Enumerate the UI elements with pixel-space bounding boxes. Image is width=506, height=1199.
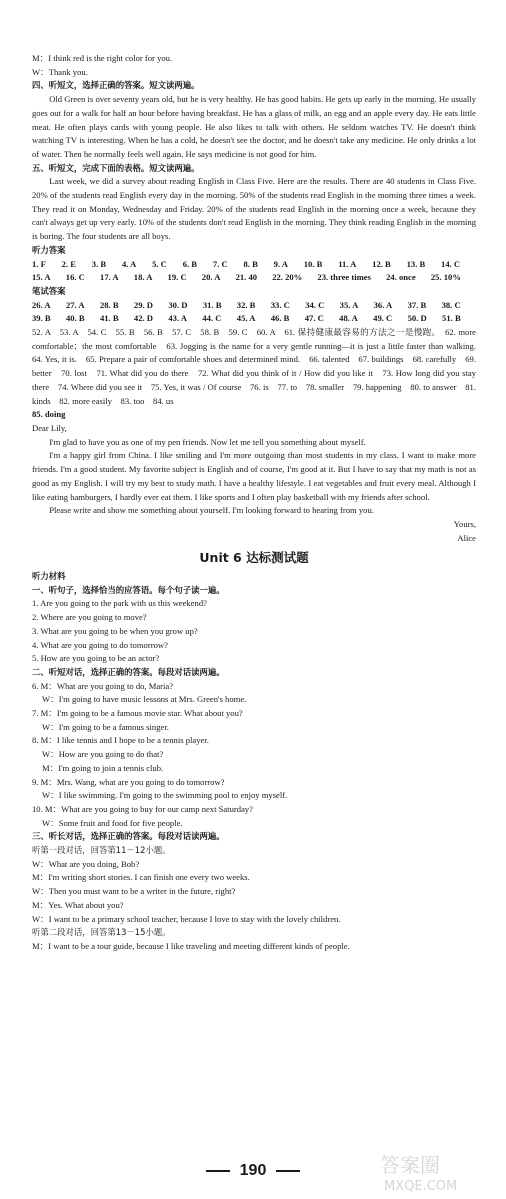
- answer-item: 32. B: [236, 299, 256, 310]
- answer-item: 44. C: [202, 313, 222, 324]
- answer-item: 31. B: [202, 299, 222, 310]
- answer-row: [32, 312, 476, 326]
- sentence-item: 2. Where are you going to move?: [32, 612, 147, 623]
- answer-item: 3. B: [91, 258, 107, 269]
- answer-row: [32, 258, 476, 272]
- dialog-line: W：I want to be a primary school teacher, because I love to stay with the lovely children.: [32, 913, 341, 924]
- watermark-text-url: MXQE.COM: [384, 1179, 458, 1194]
- dialog-line: W：Thank you.: [32, 66, 88, 77]
- answer-item: 8. B: [243, 258, 258, 269]
- answer-item: 38. C: [441, 299, 461, 310]
- materials-heading: 听力材料: [32, 571, 66, 582]
- answer-item: 6. B: [182, 258, 198, 269]
- answer-item: 49. C: [373, 313, 393, 324]
- dialog-instruction: 听第一段对话，回答第11－12小题。: [32, 845, 171, 856]
- letter-paragraph: I'm a happy girl from China. I like smiling and I'm more outgoing than most students in my class. I want to make more friends. I'm a good student. My favorite subject is English and of course, I'm good at it. But I have to say that my math is not as good as my English. I will try my best to study math. I have a healthy lifestyle. I eat vegetables and fruit every meal. Although I like eating hamburgers, I hardly ever eat them. I like sports and I often play basketball with my friends after school.: [32, 450, 476, 502]
- answer-row: [32, 271, 476, 285]
- answer-item: 21. 40: [235, 272, 258, 283]
- answer-item: 33. C: [270, 299, 290, 310]
- dialog-line: 9. M：Mrs. Wang, what are you going to do tomorrow?: [32, 776, 225, 787]
- answer-item: 28. B: [99, 299, 119, 310]
- section-heading: 四、听短文，选择正确的答案。短文读两遍。: [32, 80, 200, 91]
- answer-item: 20. A: [201, 272, 221, 283]
- section-heading: 二、听短对话，选择正确的答案。每段对话读两遍。: [32, 666, 225, 677]
- written-answers-text: 52. A 53. A 54. C 55. B 56. B 57. C 58. B 59. C 60. A 61. 保持健康最容易的方法之一是慢跑。 62. more comfortable；the most comfortable 63. Jogging is the name for a very gentle running—it is just a little faster than walking. 64. Yes, it is. 65. Prepare a pair of comfortable shoes and determined mind. 66. talented 67. buildings 68. carefully 69. better 70. lost 71. What did you do there 72. What did you think of it / How did you like it 73. How long did you stay there 74. Where did you see it 75. Yes, it was / Of course 76. is 77. to 78. smaller 79. happening 80. to answer 81. kinds 82. more easily 83. too 84. us: [32, 327, 485, 406]
- page-number-text: 190: [239, 1162, 267, 1179]
- answer-item: 29. D: [133, 299, 154, 310]
- answer-item: 16. C: [65, 272, 85, 283]
- dialog-line: W：I'm going to be a famous singer.: [42, 721, 169, 732]
- answer-item: 27. A: [65, 299, 85, 310]
- dialog-line: M：I'm going to join a tennis club.: [42, 762, 164, 773]
- listening-answers-heading: 听力答案: [32, 244, 66, 255]
- answer-item: 5. C: [152, 258, 167, 269]
- dialog-line: M：I want to be a tour guide, because I like traveling and meeting different kinds of people.: [32, 941, 350, 951]
- answer-item: 22. 20%: [272, 272, 303, 283]
- letter-greeting: Dear Lily,: [32, 422, 67, 433]
- answer-item: 4. A: [121, 258, 137, 269]
- answer-item: 36. A: [373, 299, 393, 310]
- sentence-item: 4. What are you going to do tomorrow?: [32, 639, 168, 650]
- dialog-line: 6. M：What are you going to do, Maria?: [32, 680, 174, 691]
- unit-title: Unit 6 达标测试题: [199, 550, 309, 566]
- dialog-line: W：How are you going to do that?: [42, 749, 164, 760]
- answer-item: 17. A: [100, 272, 119, 283]
- answer-item: 34. C: [305, 299, 325, 310]
- answer-item: 18. A: [133, 272, 153, 283]
- letter-closing: Yours,: [453, 518, 476, 529]
- answer-item: 45. A: [236, 313, 256, 324]
- dialog-line: W：I like swimming. I'm going to the swimming pool to enjoy myself.: [42, 790, 288, 801]
- letter-paragraph: I'm glad to have you as one of my pen friends. Now let me tell you something about myself.: [49, 436, 366, 447]
- answer-item: 46. B: [270, 313, 290, 324]
- page-number-dash: [206, 1170, 230, 1172]
- answer-item: 19. C: [167, 272, 187, 283]
- answer-item: 25. 10%: [430, 272, 461, 283]
- answer-item: 85. doing: [32, 409, 66, 420]
- answer-item: 11. A: [338, 258, 357, 269]
- watermark-text-cn: 答案圈: [380, 1153, 440, 1177]
- answer-item: 24. once: [386, 272, 416, 283]
- answer-item: 40. B: [65, 313, 85, 324]
- dialog-line: M：I'm writing short stories. I can finish one every two weeks.: [32, 872, 250, 883]
- listening-answers-grid: [32, 258, 476, 285]
- answer-item: 13. B: [406, 258, 426, 269]
- sentence-item: 5. How are you going to be an actor?: [32, 653, 160, 664]
- answer-item: 30. D: [168, 299, 188, 310]
- dialog-line: M：I think red is the right color for you.: [32, 53, 173, 63]
- answer-item: 14. C: [441, 258, 461, 269]
- answer-item: 1. F: [32, 258, 46, 269]
- answer-item: 2. E: [61, 258, 76, 269]
- dialog-line: 8. M：I like tennis and I hope to be a tennis player.: [32, 735, 209, 746]
- answer-item: 35. A: [339, 299, 359, 310]
- written-answers-heading: 笔试答案: [32, 285, 66, 296]
- sentence-item: 1. Are you going to the park with us this weekend?: [32, 598, 207, 609]
- page-number-dash: [276, 1170, 300, 1172]
- sentence-item: 3. What are you going to be when you grow up?: [32, 625, 198, 636]
- section-heading: 五、听短文，完成下面的表格。短文读两遍。: [32, 162, 200, 173]
- watermark-logo: [376, 1148, 496, 1196]
- written-answers-grid: [32, 299, 476, 326]
- answer-item: 10. B: [303, 258, 323, 269]
- passage-paragraph: Last week, we did a survey about reading English in Class Five. Here are the results. There are 40 students in Class Five. 20% of the students read English every day in the morning. 50% of the students read English in the morning three times a week. They read it on Monday, Wednesday and Friday. 20% of the students read English in the morning once a week, because they can't always get up very early. 10% of the students don't read English in the morning. They think reading English in the morning is boring. The four students are all boys.: [32, 176, 476, 242]
- dialog-line: 7. M：I'm going to be a famous movie star. What about you?: [32, 708, 243, 719]
- answer-item: 37. B: [407, 299, 427, 310]
- passage-paragraph: Old Green is over seventy years old, but he is very healthy. He has good habits. He gets up early in the morning. He usually goes out for a walk for half an hour before having breakfast. He has a glass of milk, an egg and an apple every day. He eats little meat. He often plays cards with young people. He also likes to talk with others. He seldom watches TV. He doesn't think watching TV is interesting. When he has a cold, he doesn't see the doctor, and he doesn't take any medicine. He only drinks a lot of water. Then he normally feels well again. He says medicine is not good for him.: [32, 94, 476, 159]
- answer-item: 51. B: [442, 313, 461, 324]
- answer-row: [32, 299, 476, 313]
- answer-item: 48. A: [339, 313, 358, 324]
- dialog-line: M：Yes. What about you?: [32, 899, 124, 910]
- dialog-line: W：What are you doing, Bob?: [32, 858, 140, 869]
- letter-paragraph: Please write and show me something about yourself. I'm looking forward to hearing from you.: [49, 505, 374, 516]
- dialog-line: 10. M：What are you going to buy for our camp next Saturday?: [32, 803, 253, 814]
- answer-item: 42. D: [133, 313, 154, 324]
- section-heading: 一、听句子，选择恰当的应答语。每个句子读一遍。: [32, 584, 225, 595]
- dialog-line: W：I'm going to have music lessons at Mrs. Green's home.: [42, 694, 247, 705]
- answer-item: 50. D: [407, 313, 427, 324]
- letter-signature: Alice: [457, 532, 476, 543]
- answer-item: 9. A: [273, 258, 288, 269]
- section-heading: 三、听长对话，选择正确的答案。每段对话读两遍。: [32, 831, 225, 842]
- dialog-line: W：Some fruit and food for five people.: [42, 817, 183, 828]
- answer-item: 23. three times: [317, 272, 371, 283]
- dialog-line: W：Then you must want to be a writer in the future, right?: [32, 886, 236, 897]
- answer-item: 15. A: [32, 272, 51, 283]
- page-content: [32, 52, 485, 954]
- answer-item: 7. C: [212, 258, 228, 269]
- answer-item: 43. A: [168, 313, 187, 324]
- answer-item: 26. A: [32, 299, 51, 310]
- answer-item: 12. B: [372, 258, 391, 269]
- answer-item: 39. B: [32, 313, 51, 324]
- answer-item: 41. B: [99, 313, 119, 324]
- answer-item: 47. C: [304, 313, 324, 324]
- dialog-instruction: 听第二段对话，回答第13－15小题。: [32, 927, 171, 938]
